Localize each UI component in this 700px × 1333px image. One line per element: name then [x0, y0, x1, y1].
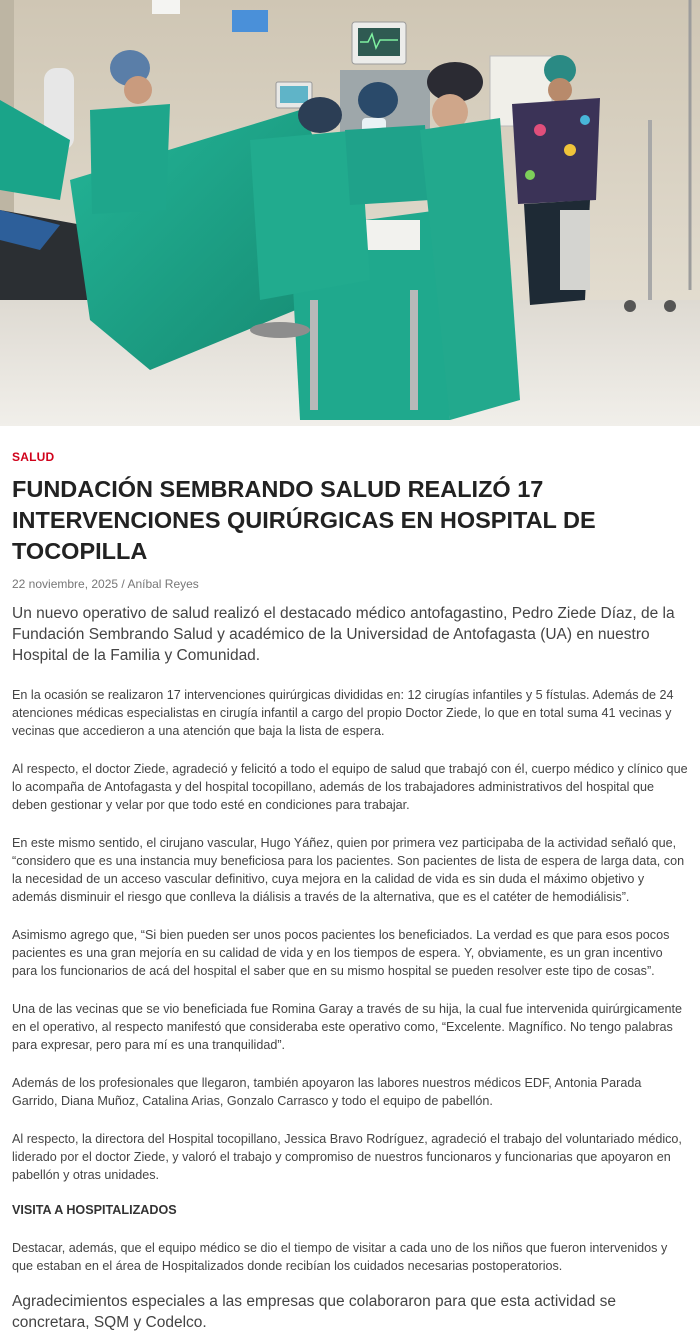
article-paragraph: Al respecto, el doctor Ziede, agradeció y felicitó a todo el equipo de salud que trabajó con él, cuerpo médico y clínico que lo acompaña de Antofagasta y del hospital tocopillano, además de los trabajadores administrativos del hospital que deben gestionar y velar por que todo esté en condiciones para trabajar.: [12, 762, 688, 812]
article-paragraph: Asimismo agrego que, “Si bien pueden ser unos pocos pacientes los beneficiados. La verdad es que para esos pocos pacientes es una gran mejoría en su calidad de vida y en los tiempos de espera. Y, obviamente, es un gran incentivo para los funcionarios de acá del hospital el saber que en su mismo hospital se pueden resolver este tipo de cosas”.: [12, 928, 670, 978]
article-title: FUNDACIÓN SEMBRANDO SALUD REALIZÓ 17 INTERVENCIONES QUIRÚRGICAS EN HOSPITAL DE TOCOPILLA: [12, 476, 596, 564]
article-author[interactable]: Aníbal Reyes: [127, 577, 199, 591]
article-meta: [12, 576, 688, 592]
article-paragraph: Destacar, además, que el equipo médico se dio el tiempo de visitar a cada uno de los niños que fueron intervenidos y que estaban en el área de Hospitalizados donde recibían los cuidados necesarias postoperatorios.: [12, 1241, 668, 1273]
article-paragraph: Al respecto, la directora del Hospital tocopillano, Jessica Bravo Rodríguez, agradeció el trabajo del voluntariado médico, liderado por el doctor Ziede, y valoró el trabajo y compromiso de nuestros funcionaros y funcionarias que apoyaron en pabellón y otras unidades.: [12, 1132, 682, 1182]
article-category[interactable]: SALUD: [12, 450, 55, 464]
article-paragraph: Una de las vecinas que se vio beneficiada fue Romina Garay a través de su hija, la cual fue intervenida quirúrgicamente en el operativo, al respecto manifestó que consideraba este operativo como, “Excelente. Magnífico. No tengo palabras para expresar, pero para mí es una tranquilidad”.: [12, 1002, 682, 1052]
article-date[interactable]: 22 noviembre, 2025: [12, 577, 119, 591]
article-closing: Agradecimientos especiales a las empresas que colaboraron para que esta actividad se concretara, SQM y Codelco.: [12, 1293, 616, 1331]
article-paragraph: Además de los profesionales que llegaron, también apoyaron las labores nuestros médicos EDF, Antonia Parada Garrido, Diana Muñoz, Catalina Arias, Gonzalo Carrasco y todo el equipo de pabellón.: [12, 1076, 642, 1108]
article-paragraph: En la ocasión se realizaron 17 intervenciones quirúrgicas divididas en: 12 cirugías infantiles y 5 fístulas. Además de 24 atenciones médicas especialistas en cirugía infantil a cargo del propio Doctor Ziede, lo que en total suma 41 vecinas y vecinas que accedieron a una atención que baja la lista de espera.: [12, 688, 674, 738]
article-subheading: VISITA A HOSPITALIZADOS: [12, 1203, 177, 1217]
article-lead: Un nuevo operativo de salud realizó el destacado médico antofagastino, Pedro Ziede Díaz, de la Fundación Sembrando Salud y académico de la Universidad de Antofagasta (UA) en nuestro Hospital de la Familia y Comunidad.: [12, 605, 675, 664]
meta-separator: /: [121, 577, 125, 591]
hero-image: [0, 0, 700, 426]
article-paragraph: En este mismo sentido, el cirujano vascular, Hugo Yáñez, quien por primera vez participaba de la actividad señaló que, “considero que es una instancia muy beneficiosa para los pacientes. Son pacientes de lista de espera de larga data, con la necesidad de un acceso vascular definitivo, cuya mejora en la calidad de vida es sin duda el máximo objetivo y además disminuir el riesgo que conlleva la diálisis a través de la alternativa, que es el catéter de hemodiálisis”.: [12, 836, 685, 904]
